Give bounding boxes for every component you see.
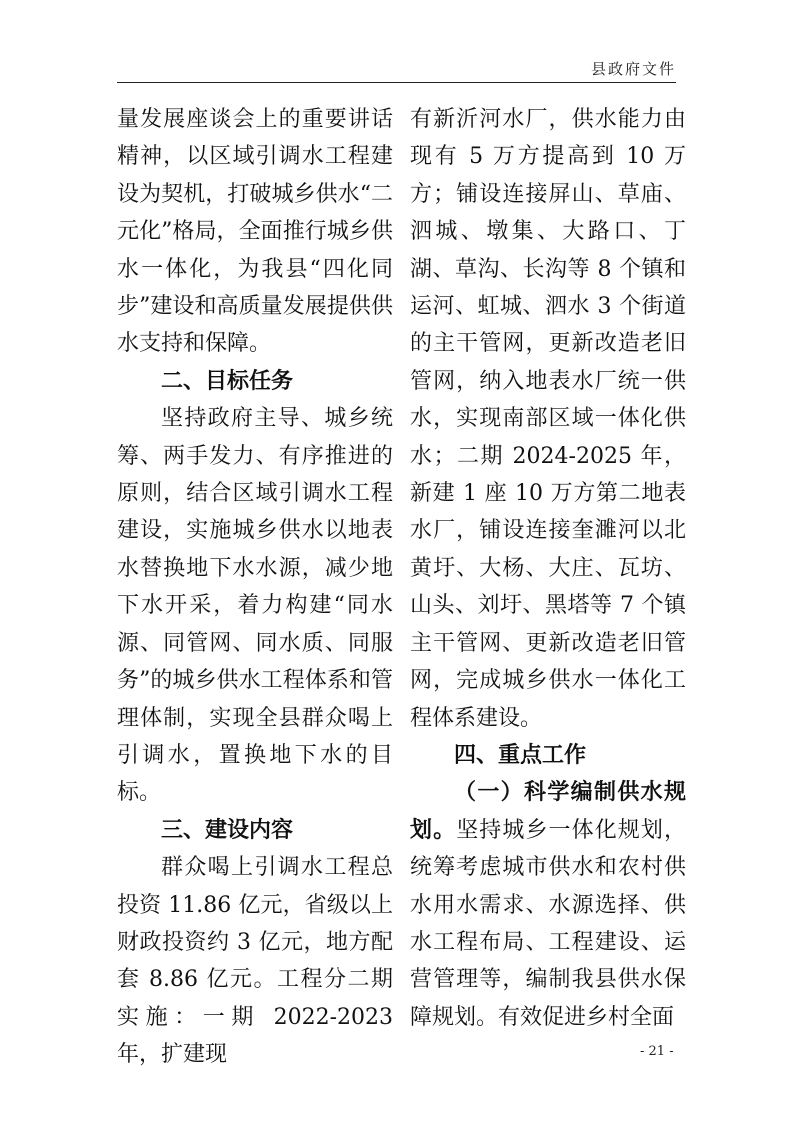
paragraph: 坚持政府主导、城乡统筹、两手发力、有序推进的原则，结合区域引调水工程建设，实施城乡供水以地表水替换地下水水源，减少地下水开采，着力构建“同水源、同管网、同水质、同服务”的城乡供水工程体系和管理体制，实现全县群众喝上引调水，置换地下水的目标。 xyxy=(117,406,393,806)
section-heading-construction: 三、建设内容 xyxy=(161,817,294,843)
paragraph: 量发展座谈会上的重要讲话精神，以区域引调水工程建设为契机，打破城乡供水“二元化”格局，全面推行城乡供水一体化，为我县“四化同步”建设和高质量发展提供供水支持和保障。 xyxy=(117,107,393,357)
subsection-heading: （一）科学编制供水规划。 xyxy=(410,780,686,843)
paragraph-text: 坚持城乡一体化规划，统筹考虑城市供水和农村供水用水需求、水源选择、供水工程布局、工程建设、运营管理等，编制我县供水保障规划。有效促进乡村全面 xyxy=(410,817,686,1030)
header-rule xyxy=(117,82,676,83)
left-column xyxy=(117,101,393,1074)
paragraph: 群众喝上引调水工程总投资 11.86 亿元，省级以上财政投资约 3 亿元，地方配套 8.86 亿元。工程分二期实施：一期 2022-2023 年，扩建现 xyxy=(117,855,393,1068)
section-heading-goals: 二、目标任务 xyxy=(161,368,294,394)
header-title: 县政府文件 xyxy=(590,60,676,78)
section-heading-key-work: 四、重点工作 xyxy=(454,742,587,768)
page-number: - 21 - xyxy=(640,1044,674,1059)
right-column xyxy=(410,101,686,1036)
paragraph: 有新沂河水厂，供水能力由现有 5 万方提高到 10 万方；铺设连接屏山、草庙、泗城、墩集、大路口、丁湖、草沟、长沟等 8 个镇和运河、虹城、泗水 3 个街道的主干管网，更新改造老旧管网，纳入地表水厂统一供水，实现南部区域一体化供水；二期 2024-2025 年，新建 1 座 10 万方第二地表水厂，铺设连接奎濉河以北黄圩、大杨、大庄、瓦坊、山头、刘圩、黑塔等 7 个镇主干管网、更新改造老旧管网，完成城乡供水一体化工程体系建设。 xyxy=(410,107,686,731)
paragraph xyxy=(410,774,686,1036)
